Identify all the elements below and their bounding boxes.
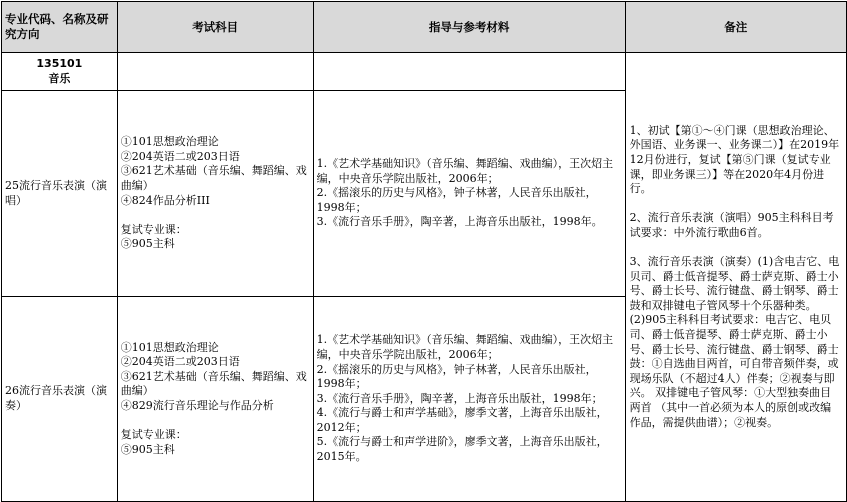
major-subjects-empty <box>117 53 313 91</box>
material-item: 3.《流行音乐手册》，陶辛著，上海音乐出版社，1998年。 <box>316 215 603 229</box>
notes-cell <box>625 53 846 502</box>
note-3: 3、流行音乐表演（演奏）(1)含电吉它、电贝司、爵士低音提琴、爵士萨克斯、爵士小号、爵士长号、流行键盘、爵士钢琴、爵士鼓和双排键电子管风琴十个乐器种类。 <box>629 255 840 312</box>
subject-item: ②204英语二或203日语 <box>120 149 240 163</box>
major-cell <box>2 53 118 91</box>
material-item: 1.《艺术学基础知识》（音乐编、舞蹈编、戏曲编），王次炤主编，中央音乐学院出版社，2006年； <box>316 157 614 185</box>
subject-item: ③621艺术基础（音乐编、舞蹈编、戏曲编） <box>120 164 307 192</box>
header-materials: 指导与参考材料 <box>313 2 625 53</box>
note-2: 2、流行音乐表演（演唱）905主科科目考试要求：中外流行歌曲6首。 <box>629 211 834 239</box>
retest-subject: ⑤905主科 <box>120 237 175 251</box>
subject-item: ④824作品分析III <box>120 193 210 207</box>
subject-item: ④829流行音乐理论与作品分析 <box>120 399 274 412</box>
retest-label: 复试专业课： <box>120 222 187 236</box>
header-code: 专业代码、名称及研究方向 <box>2 2 118 53</box>
note-1: 1、初试【第①～④门课（思想政治理论、外国语、业务课一、业务课二）】在2019年12月份进行，复试【第⑤门课（复试专业课，即业务课三）】等在2020年4月份进行。 <box>629 123 840 196</box>
material-item: 5.《流行与爵士和声学进阶》，廖季文著，上海音乐出版社，2015年。 <box>316 435 608 464</box>
direction-cell: 25流行音乐表演（演唱） <box>2 91 118 297</box>
subjects-cell <box>117 91 313 297</box>
subject-item: ②204英语二或203日语 <box>120 355 240 369</box>
admission-table <box>1 1 847 502</box>
materials-cell <box>313 91 625 297</box>
material-item: 4.《流行与爵士和声学基础》，廖季文著，上海音乐出版社，2012年； <box>316 406 608 434</box>
major-row <box>2 53 847 91</box>
header-subjects: 考试科目 <box>117 2 313 53</box>
header-notes: 备注 <box>625 2 846 53</box>
materials-cell <box>313 297 625 502</box>
material-item: 3.《流行音乐手册》，陶辛著，上海音乐出版社，1998年； <box>316 391 603 405</box>
admission-table-sheet <box>1 1 847 502</box>
subject-item: ③621艺术基础（音乐编、舞蹈编、戏曲编） <box>120 369 307 398</box>
material-item: 2.《摇滚乐的历史与风格》，钟子林著，人民音乐出版社，1998年； <box>316 362 597 391</box>
subject-item: ①101思想政治理论 <box>120 135 219 149</box>
direction-cell: 26流行音乐表演（演奏） <box>2 297 118 502</box>
note-4: (2)905主科科目考试要求：电吉它、电贝司、爵士低音提琴、爵士萨克斯、爵士小号、爵士长号、流行键盘、爵士钢琴、爵士鼓：①自选曲目两首，可自带音频伴奏，或现场乐队（不超过4人）伴奏；②视奏与即兴。 双排键电子管风琴：①大型独奏曲目两首 （其中一首必须为本人的原创或改编作品，需提供曲谱）；②视奏。 <box>629 313 839 429</box>
subject-item: ①101思想政治理论 <box>120 340 219 354</box>
subjects-cell <box>117 297 313 502</box>
retest-label: 复试专业课： <box>120 428 187 442</box>
major-name: 音乐 <box>48 71 71 85</box>
major-code: 135101 <box>36 56 83 70</box>
material-item: 1.《艺术学基础知识》（音乐编、舞蹈编、戏曲编），王次炤主编，中央音乐学院出版社，2006年； <box>316 333 614 361</box>
retest-subject: ⑤905主科 <box>120 442 175 456</box>
header-row <box>2 2 847 53</box>
major-materials-empty <box>313 53 625 91</box>
material-item: 2.《摇滚乐的历史与风格》，钟子林著，人民音乐出版社，1998年； <box>316 186 597 214</box>
